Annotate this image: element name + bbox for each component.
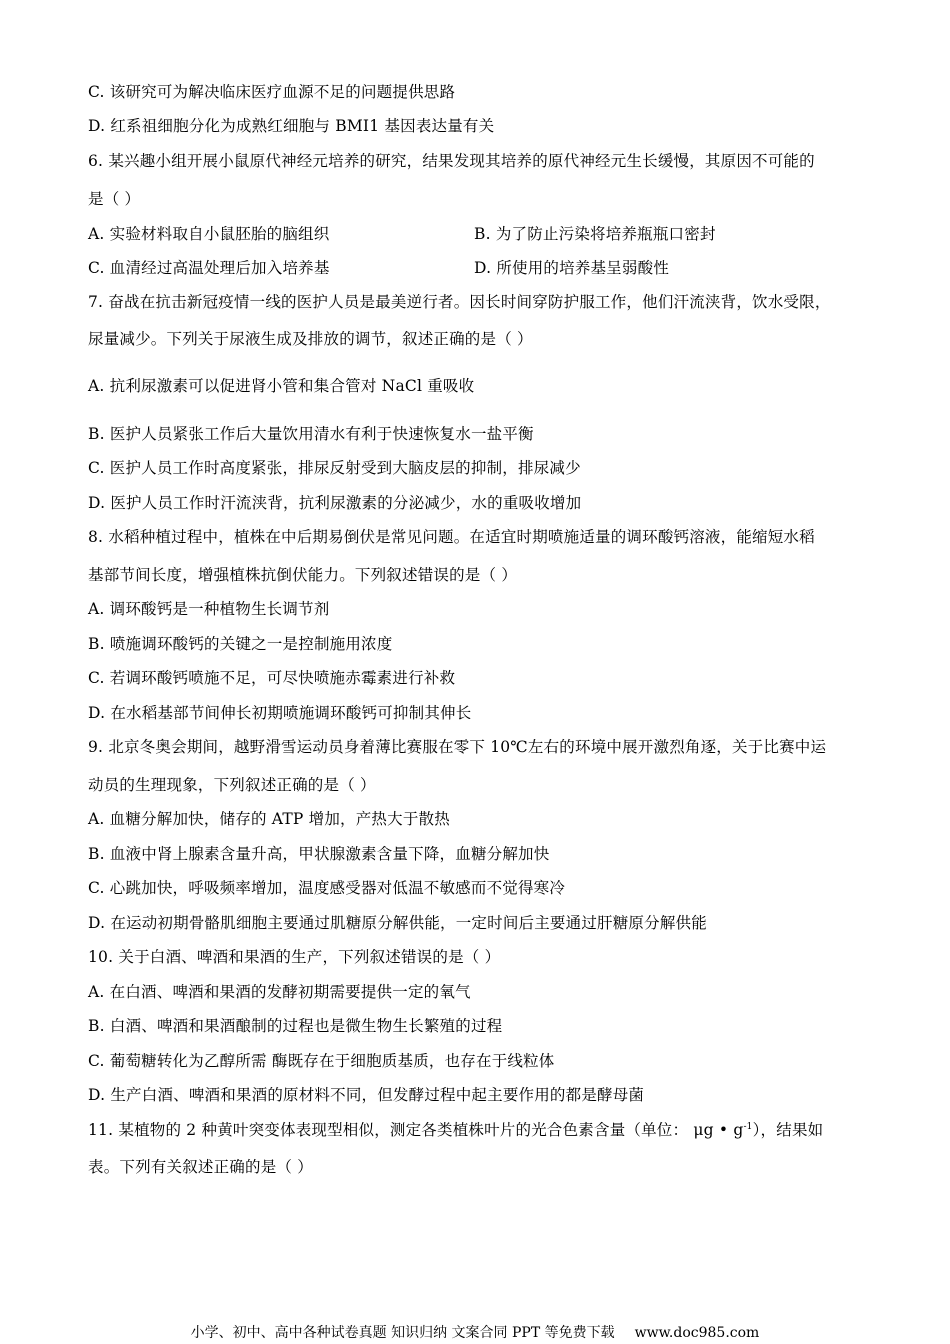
question-7-stem-line-2: 尿量减少。下列关于尿液生成及排放的调节，叙述正确的是（ ） bbox=[88, 330, 533, 348]
question-11-stem-text: 11. 某植物的 2 种黄叶突变体表现型相似，测定各类植株叶片的光合色素含量（单位： μg • g bbox=[88, 1121, 744, 1139]
unit-superscript: -1 bbox=[743, 1121, 753, 1132]
footer-text: 小学、初中、高中各种试卷真题 知识归纳 文案合同 PPT 等免费下载 bbox=[190, 1325, 615, 1341]
option-6a: A. 实验材料取自小鼠胚胎的脑组织 bbox=[88, 225, 330, 243]
option-5d: D. 红系祖细胞分化为成熟红细胞与 BMI1 基因表达量有关 bbox=[88, 117, 495, 135]
option-8d: D. 在水稻基部节间伸长初期喷施调环酸钙可抑制其伸长 bbox=[88, 704, 472, 722]
option-7d: D. 医护人员工作时汗流浃背，抗利尿激素的分泌减少，水的重吸收增加 bbox=[88, 494, 582, 512]
option-6b: B. 为了防止污染将培养瓶瓶口密封 bbox=[474, 225, 716, 243]
question-11-stem-text-tail: ），结果如 bbox=[752, 1121, 824, 1139]
option-8b: B. 喷施调环酸钙的关键之一是控制施用浓度 bbox=[88, 635, 393, 653]
question-10-stem: 10. 关于白酒、啤酒和果酒的生产，下列叙述错误的是（ ） bbox=[88, 948, 501, 966]
question-8-stem-line-1: 8. 水稻种植过程中，植株在中后期易倒伏是常见问题。在适宜时期喷施适量的调环酸钙溶液，能缩短水稻 bbox=[88, 528, 815, 546]
option-9a: A. 血糖分解加快，储存的 ATP 增加，产热大于散热 bbox=[88, 810, 450, 828]
question-6-stem-line-1: 6. 某兴趣小组开展小鼠原代神经元培养的研究，结果发现其培养的原代神经元生长缓慢，其原因不可能的 bbox=[88, 152, 815, 170]
question-8-stem-line-2: 基部节间长度，增强植株抗倒伏能力。下列叙述错误的是（ ） bbox=[88, 566, 518, 584]
option-10d: D. 生产白酒、啤酒和果酒的原材料不同，但发酵过程中起主要作用的都是酵母菌 bbox=[88, 1086, 645, 1104]
option-10a: A. 在白酒、啤酒和果酒的发酵初期需要提供一定的氧气 bbox=[88, 983, 471, 1001]
page-footer bbox=[0, 1324, 950, 1342]
question-9-stem-line-2: 动员的生理现象，下列叙述正确的是（ ） bbox=[88, 776, 376, 794]
option-9d: D. 在运动初期骨骼肌细胞主要通过肌糖原分解供能，一定时间后主要通过肝糖原分解供能 bbox=[88, 914, 707, 932]
question-6-stem-line-2: 是（ ） bbox=[88, 190, 141, 208]
option-10b: B. 白酒、啤酒和果酒酿制的过程也是微生物生长繁殖的过程 bbox=[88, 1017, 503, 1035]
option-8a: A. 调环酸钙是一种植物生长调节剂 bbox=[88, 600, 330, 618]
option-7c: C. 医护人员工作时高度紧张，排尿反射受到大脑皮层的抑制，排尿减少 bbox=[88, 459, 581, 477]
question-9-stem-line-1: 9. 北京冬奥会期间，越野滑雪运动员身着薄比赛服在零下 10℃左右的环境中展开激烈角逐，关于比赛中运 bbox=[88, 738, 827, 756]
footer-url[interactable]: www.doc985.com bbox=[634, 1325, 760, 1341]
option-8c: C. 若调环酸钙喷施不足，可尽快喷施赤霉素进行补救 bbox=[88, 669, 456, 687]
option-7a: A. 抗利尿激素可以促进肾小管和集合管对 NaCl 重吸收 bbox=[88, 377, 475, 395]
question-7-stem-line-1: 7. 奋战在抗击新冠疫情一线的医护人员是最美逆行者。因长时间穿防护服工作，他们汗流浃背，饮水受限， bbox=[88, 293, 831, 311]
question-11-stem-line-1 bbox=[88, 1120, 823, 1140]
option-9b: B. 血液中肾上腺素含量升高，甲状腺激素含量下降，血糖分解加快 bbox=[88, 845, 550, 863]
option-6d: D. 所使用的培养基呈弱酸性 bbox=[474, 259, 670, 277]
option-5c: C. 该研究可为解决临床医疗血源不足的问题提供思路 bbox=[88, 83, 456, 101]
option-6c: C. 血清经过高温处理后加入培养基 bbox=[88, 259, 330, 277]
option-7b: B. 医护人员紧张工作后大量饮用清水有利于快速恢复水一盐平衡 bbox=[88, 425, 534, 443]
option-10c: C. 葡萄糖转化为乙醇所需 酶既存在于细胞质基质，也存在于线粒体 bbox=[88, 1052, 555, 1070]
question-11-stem-line-2: 表。下列有关叙述正确的是（ ） bbox=[88, 1158, 313, 1176]
option-9c: C. 心跳加快，呼吸频率增加，温度感受器对低温不敏感而不觉得寒冷 bbox=[88, 879, 566, 897]
